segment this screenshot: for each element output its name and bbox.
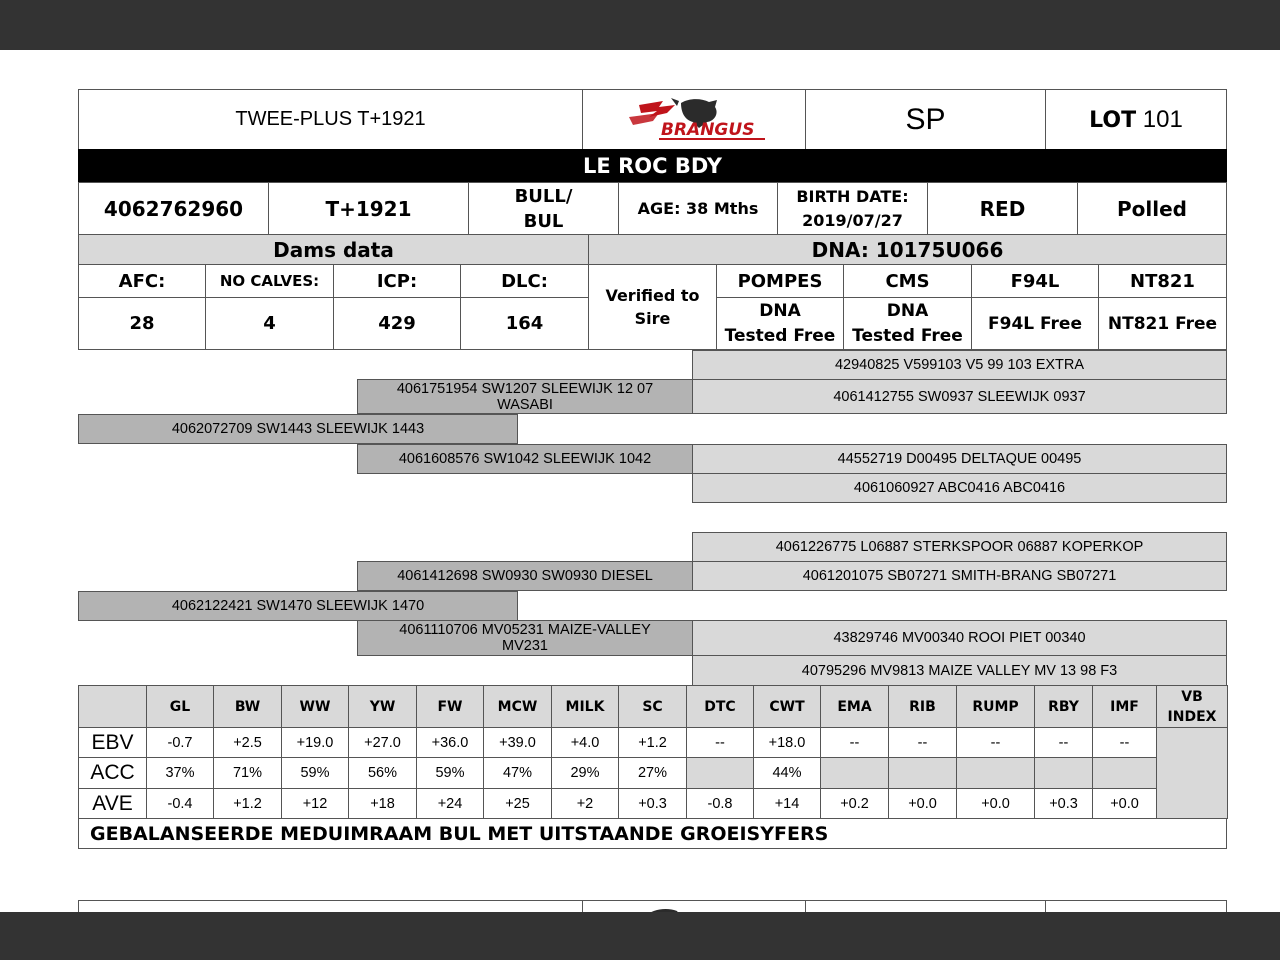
verified-line2: Sire [634,309,671,328]
pedigree-dam-sire: 4061412698 SW0930 SW0930 DIESEL [357,561,693,591]
breedplan-cell: -- [820,727,889,758]
afc-header: AFC: [78,264,206,298]
grade-cell [805,89,1046,150]
sex-line1: BULL/ [514,185,573,207]
breedplan-cell: +2 [551,788,619,819]
breedplan-cell [1034,757,1093,789]
dna-title: DNA: 10175U066 [588,234,1227,265]
breedplan-cell: -- [956,727,1035,758]
breedplan-col-fw: FW [416,685,484,728]
lot-label: LOT [1089,107,1137,133]
pedigree-sire: 4062072709 SW1443 SLEEWIJK 1443 [78,414,518,444]
pedigree-dsd: 4061201075 SB07271 SMITH-BRANG SB07271 [692,561,1227,591]
breedplan-col-dtc: DTC [686,685,754,728]
breedplan-cell: +12 [281,788,349,819]
f94l-result: F94L Free [971,297,1099,350]
breedplan-cell: 59% [416,757,484,789]
dlc-header: DLC: [460,264,589,298]
sex-cell [468,182,619,235]
animal-id: T+1921 [268,182,469,235]
breedplan-col-cwt: CWT [753,685,821,728]
pompes-result-line1: DNA [759,300,801,321]
breedplan-cell [956,757,1035,789]
grade: SP [905,102,946,136]
pedigree-dam-dam: 4061110706 MV05231 MAIZE-VALLEY MV231 [357,620,693,656]
breedplan-cell: 27% [618,757,687,789]
farm-name-cell [78,89,583,150]
cms-result [843,297,972,350]
reg-number: 4062762960 [78,182,269,235]
breedplan-cell [820,757,889,789]
breedplan-col-mcw: MCW [483,685,552,728]
breedplan-cell: 59% [281,757,349,789]
breedplan-cell: +0.0 [956,788,1035,819]
breedplan-cell: +4.0 [551,727,619,758]
breedplan-cell: +1.2 [213,788,282,819]
breedplan-cell: +1.2 [618,727,687,758]
breedplan-cell: +0.2 [820,788,889,819]
breedplan-cell: -- [1092,727,1157,758]
dlc-value: 164 [460,297,589,350]
pedigree-sdd: 4061060927 ABC0416 ABC0416 [692,473,1227,503]
breedplan-cell: +36.0 [416,727,484,758]
pedigree-dss: 4061226775 L06887 STERKSPOOR 06887 KOPERKOP [692,532,1227,562]
breedplan-col-rump: RUMP [956,685,1035,728]
breedplan-cell: +39.0 [483,727,552,758]
breedplan-corner [78,685,147,728]
vb-index-index-line1: VB [1181,688,1203,705]
farm-name: TWEE-PLUS T+1921 [235,108,426,130]
breedplan-col-milk: MILK [551,685,619,728]
breedplan-col-rby: RBY [1034,685,1093,728]
logo-cell [582,89,806,150]
breedplan-cell: +0.3 [1034,788,1093,819]
breedplan-cell: +27.0 [348,727,417,758]
breedplan-col-bw: BW [213,685,282,728]
viewer-top-bar [0,0,1280,50]
pompes-result-line2: Tested Free [724,325,836,346]
verified-cell [588,264,717,350]
cms-header: CMS [843,264,972,298]
icp-value: 429 [333,297,461,350]
breedplan-cell: -0.8 [686,788,754,819]
age: AGE: 38 Mths [618,182,778,235]
breedplan-cell: 71% [213,757,282,789]
breedplan-cell: +0.0 [888,788,957,819]
breedplan-cell: +18 [348,788,417,819]
breedplan-cell: +24 [416,788,484,819]
birth-date-label: BIRTH DATE: [796,186,909,206]
animal-name: LE ROC BDY [583,154,722,178]
breedplan-cell: -- [888,727,957,758]
cms-result-line2: Tested Free [852,325,963,346]
breedplan-col-imf: IMF [1092,685,1157,728]
breedplan-cell: -- [1034,727,1093,758]
breedplan-col-rib: RIB [888,685,957,728]
breedplan-cell [888,757,957,789]
breedplan-cell: -- [686,727,754,758]
breedplan-cell: +0.0 [1092,788,1157,819]
dams-data-title: Dams data [78,234,589,265]
breedplan-cell: -0.4 [146,788,214,819]
vb-index-header [1156,685,1228,728]
pedigree-dds: 43829746 MV00340 ROOI PIET 00340 [692,620,1227,656]
breedplan-cell: 29% [551,757,619,789]
pompes-result [716,297,844,350]
nt821-result: NT821 Free [1098,297,1227,350]
viewer-bottom-bar [0,912,1280,960]
colour: RED [927,182,1078,235]
cms-result-line1: DNA [886,300,929,321]
row-label-acc: ACC [78,757,147,789]
pedigree-sds: 44552719 D00495 DELTAQUE 00495 [692,444,1227,474]
brangus-logo [619,95,769,145]
pedigree-ddd: 40795296 MV9813 MAIZE VALLEY MV 13 98 F3 [692,655,1227,686]
breedplan-cell [1092,757,1157,789]
no-calves-header: NO CALVES: [205,264,334,298]
sex-line2: BUL [523,210,564,232]
breedplan-col-yw: YW [348,685,417,728]
lot-cell [1045,89,1227,150]
breedplan-col-ema: EMA [820,685,889,728]
pedigree-dam: 4062122421 SW1470 SLEEWIJK 1470 [78,591,518,621]
breedplan-cell: -0.7 [146,727,214,758]
breedplan-cell: +2.5 [213,727,282,758]
row-label-ebv: EBV [78,727,147,758]
breedplan-cell: 56% [348,757,417,789]
birth-date: 2019/07/27 [802,210,903,230]
breedplan-col-ww: WW [281,685,349,728]
no-calves-value: 4 [205,297,334,350]
f94l-header: F94L [971,264,1099,298]
pedigree-sire-dam: 4061608576 SW1042 SLEEWIJK 1042 [357,444,693,474]
vb-index-index-line2: INDEX [1167,708,1217,725]
pedigree-ssd: 4061412755 SW0937 SLEEWIJK 0937 [692,379,1227,414]
breedplan-cell: 47% [483,757,552,789]
breedplan-col-sc: SC [618,685,687,728]
breedplan-col-gl: GL [146,685,214,728]
pompes-header: POMPES [716,264,844,298]
breedplan-cell: 37% [146,757,214,789]
breedplan-cell [686,757,754,789]
breedplan-cell: +18.0 [753,727,821,758]
afc-value: 28 [78,297,206,350]
lot [1089,106,1183,134]
vb-index-value [1156,727,1228,819]
logo-text: BRANGUS [661,119,755,140]
pedigree-sss: 42940825 V599103 V5 99 103 EXTRA [692,350,1227,380]
comment: GEBALANSEERDE MEDUIMRAAM BUL MET UITSTAANDE GROEISYFERS [78,818,1227,849]
verified-line1: Verified to [605,286,700,305]
birth-date-cell [777,182,928,235]
breedplan-cell: 44% [753,757,821,789]
breedplan-cell: +25 [483,788,552,819]
breedplan-cell: +0.3 [618,788,687,819]
lot-number: 101 [1142,105,1183,133]
breedplan-cell: +14 [753,788,821,819]
animal-name-bar [78,149,1227,183]
horn-status: Polled [1077,182,1227,235]
breedplan-cell: +19.0 [281,727,349,758]
nt821-header: NT821 [1098,264,1227,298]
icp-header: ICP: [333,264,461,298]
pedigree-sire-sire: 4061751954 SW1207 SLEEWIJK 12 07 WASABI [357,379,693,414]
row-label-ave: AVE [78,788,147,819]
